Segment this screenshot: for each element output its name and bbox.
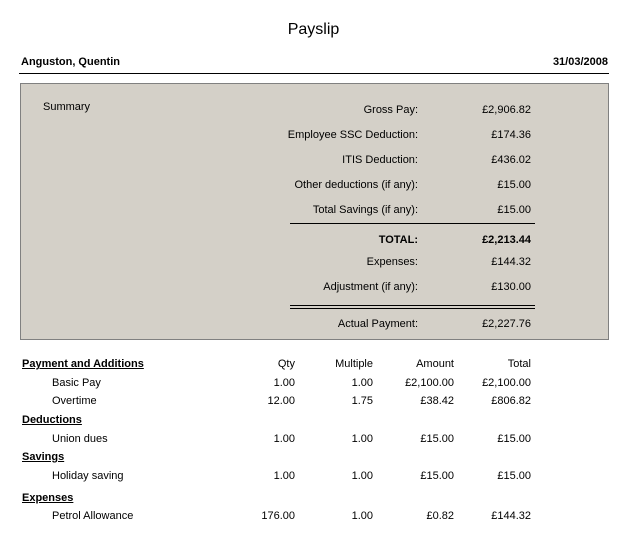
double-rule-bottom	[290, 308, 535, 309]
total-savings-value: £15.00	[497, 204, 531, 216]
line-item-label: Petrol Allowance	[52, 510, 134, 522]
employee-name: Anguston, Quentin	[21, 56, 120, 68]
itis-deduction-value: £436.02	[491, 154, 531, 166]
line-item-multiple: 1.00	[351, 433, 373, 445]
summary-heading: Summary	[43, 101, 91, 113]
section-heading-deductions: Deductions	[22, 414, 82, 426]
total-savings-label: Total Savings (if any):	[312, 204, 418, 216]
line-item-qty: 176.00	[261, 510, 295, 522]
line-item-label: Overtime	[52, 395, 97, 407]
column-header-amount: Amount	[416, 358, 454, 370]
column-header-qty: Qty	[277, 358, 295, 370]
line-item-multiple: 1.00	[351, 510, 373, 522]
ssc-deduction-label: Employee SSC Deduction:	[287, 129, 418, 141]
line-item-amount: £15.00	[420, 470, 454, 482]
line-item-label: Holiday saving	[52, 470, 124, 482]
itis-deduction-label: ITIS Deduction:	[342, 154, 418, 166]
line-item-amount: £0.82	[426, 510, 454, 522]
line-item-amount: £38.42	[420, 395, 454, 407]
line-item-label: Union dues	[52, 433, 108, 445]
gross-pay-value: £2,906.82	[482, 104, 531, 116]
payslip-date: 31/03/2008	[552, 56, 608, 68]
section-heading-expenses: Expenses	[22, 492, 74, 504]
adjustment-value: £130.00	[491, 281, 531, 293]
section-heading-savings: Savings	[22, 451, 65, 463]
line-item-qty: 1.00	[273, 470, 295, 482]
column-header-multiple: Multiple	[335, 358, 373, 370]
actual-payment-value: £2,227.76	[482, 318, 531, 330]
double-rule-top	[290, 305, 535, 306]
line-item-qty: 1.00	[273, 433, 295, 445]
page-title: Payslip	[287, 21, 340, 38]
expenses-label: Expenses:	[366, 256, 418, 268]
line-item-total: £2,100.00	[482, 377, 531, 389]
line-item-total: £144.32	[491, 510, 531, 522]
other-deductions-label: Other deductions (if any):	[294, 179, 418, 191]
line-item-multiple: 1.00	[351, 470, 373, 482]
line-item-amount: £15.00	[420, 433, 454, 445]
line-item-total: £15.00	[497, 433, 531, 445]
other-deductions-value: £15.00	[497, 179, 531, 191]
line-item-amount: £2,100.00	[405, 377, 454, 389]
gross-pay-label: Gross Pay:	[363, 104, 418, 116]
expenses-value: £144.32	[491, 256, 531, 268]
line-item-total: £15.00	[497, 470, 531, 482]
actual-payment-label: Actual Payment:	[337, 318, 418, 330]
section-heading-payments: Payment and Additions	[22, 358, 144, 370]
line-item-multiple: 1.75	[351, 395, 373, 407]
total-label: TOTAL:	[378, 234, 418, 246]
total-value: £2,213.44	[482, 234, 531, 246]
line-item-label: Basic Pay	[52, 377, 101, 389]
line-item-total: £806.82	[491, 395, 531, 407]
line-item-qty: 12.00	[267, 395, 295, 407]
column-header-total: Total	[507, 358, 531, 370]
line-item-multiple: 1.00	[351, 377, 373, 389]
header-divider	[19, 73, 609, 74]
line-item-qty: 1.00	[273, 377, 295, 389]
subtotal-rule	[290, 223, 535, 224]
adjustment-label: Adjustment (if any):	[323, 281, 418, 293]
ssc-deduction-value: £174.36	[491, 129, 531, 141]
